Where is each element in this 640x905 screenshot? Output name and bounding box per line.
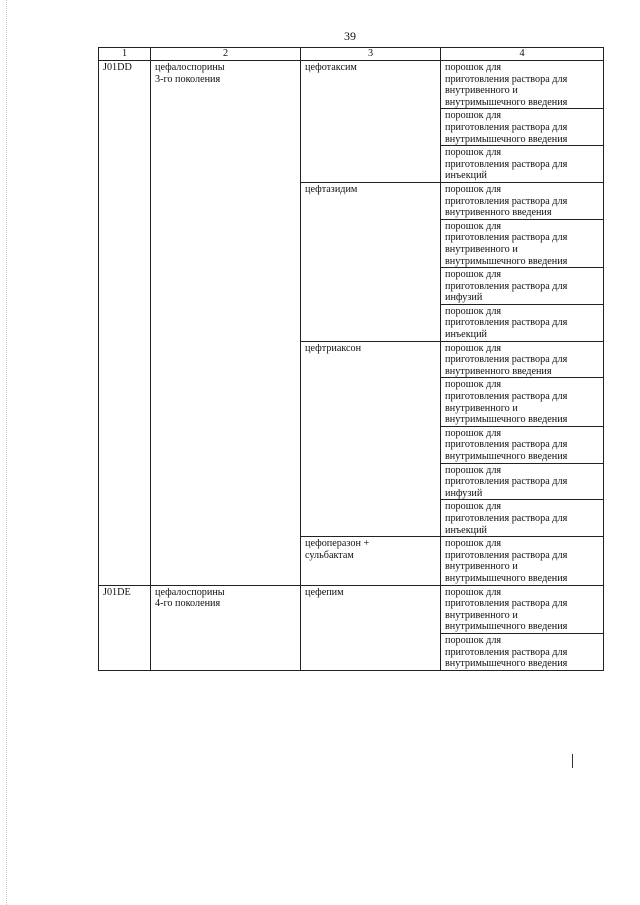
dosage-form: порошок для приготовления раствора для инъекций <box>445 147 568 182</box>
drug-name: цефотаксим <box>305 62 357 73</box>
dosage-form: порошок для приготовления раствора для внутривенного введения <box>445 342 568 377</box>
atc-code-cell <box>99 61 151 586</box>
header-col-3: 3 <box>301 48 441 61</box>
table-row <box>99 61 604 109</box>
dosage-form-cell <box>441 61 604 109</box>
atc-code-cell <box>99 585 151 670</box>
dosage-form-cell <box>441 109 604 146</box>
drug-registry-table <box>98 47 604 671</box>
table-row <box>99 585 604 633</box>
drug-name-cell <box>301 585 441 670</box>
dosage-form-cell <box>441 219 604 267</box>
dosage-form: порошок для приготовления раствора для внутривенного и внутримышечного введения <box>445 538 568 584</box>
table-body <box>99 61 604 671</box>
dosage-form: порошок для приготовления раствора для внутривенного введения <box>445 183 568 219</box>
group-name: цефалоспорины 4-го поколения <box>155 586 225 610</box>
dosage-form: порошок для приготовления раствора для инфузий <box>445 269 568 304</box>
dosage-form-cell <box>441 537 604 585</box>
atc-code: J01DD <box>103 62 132 73</box>
dosage-form-cell <box>441 268 604 305</box>
dosage-form-cell <box>441 426 604 463</box>
drug-name-cell <box>301 341 441 537</box>
dosage-form: порошок для приготовления раствора для внутримышечного введения <box>445 634 568 670</box>
drug-name: цефтриаксон <box>305 342 362 354</box>
dosage-form-cell <box>441 182 604 219</box>
header-col-4: 4 <box>441 48 604 61</box>
dosage-form: порошок для приготовления раствора для внутривенного и внутримышечного введения <box>445 220 568 267</box>
dosage-form-cell <box>441 146 604 183</box>
dosage-form-cell <box>441 304 604 341</box>
dosage-form-cell <box>441 341 604 378</box>
drug-name: цефтазидим <box>305 183 358 195</box>
dosage-form: порошок для приготовления раствора для инфузий <box>445 464 568 499</box>
atc-code: J01DE <box>103 586 131 598</box>
dosage-form: порошок для приготовления раствора для инъекций <box>445 501 568 536</box>
dosage-form: порошок для приготовления раствора для инъекций <box>445 305 568 341</box>
dosage-form-cell <box>441 633 604 670</box>
drug-name-cell <box>301 61 441 183</box>
dosage-form: порошок для приготовления раствора для внутримышечного введения <box>445 110 568 145</box>
dosage-form: порошок для приготовления раствора для внутривенного и внутримышечного введения <box>445 379 568 426</box>
drug-name-cell <box>301 182 441 341</box>
scan-edge-line <box>6 0 7 905</box>
dosage-form: порошок для приготовления раствора для внутривенного и внутримышечного введения <box>445 62 568 108</box>
header-col-2: 2 <box>151 48 301 61</box>
drug-name: цефоперазон + сульбактам <box>305 538 370 561</box>
header-col-1: 1 <box>99 48 151 61</box>
drug-name-cell <box>301 537 441 585</box>
drug-name: цефепим <box>305 586 344 598</box>
group-name-cell <box>151 61 301 586</box>
dosage-form: порошок для приготовления раствора для внутримышечного введения <box>445 427 568 462</box>
group-name-cell <box>151 585 301 670</box>
dosage-form-cell <box>441 500 604 537</box>
dosage-form-cell <box>441 378 604 426</box>
group-name: цефалоспорины 3-го поколения <box>155 62 225 85</box>
dosage-form: порошок для приготовления раствора для внутривенного и внутримышечного введения <box>445 586 568 633</box>
dosage-form-cell <box>441 463 604 500</box>
page-number: 39 <box>344 29 356 43</box>
dosage-form-cell <box>441 585 604 633</box>
stray-mark <box>572 754 573 768</box>
table-header-row <box>99 48 604 61</box>
